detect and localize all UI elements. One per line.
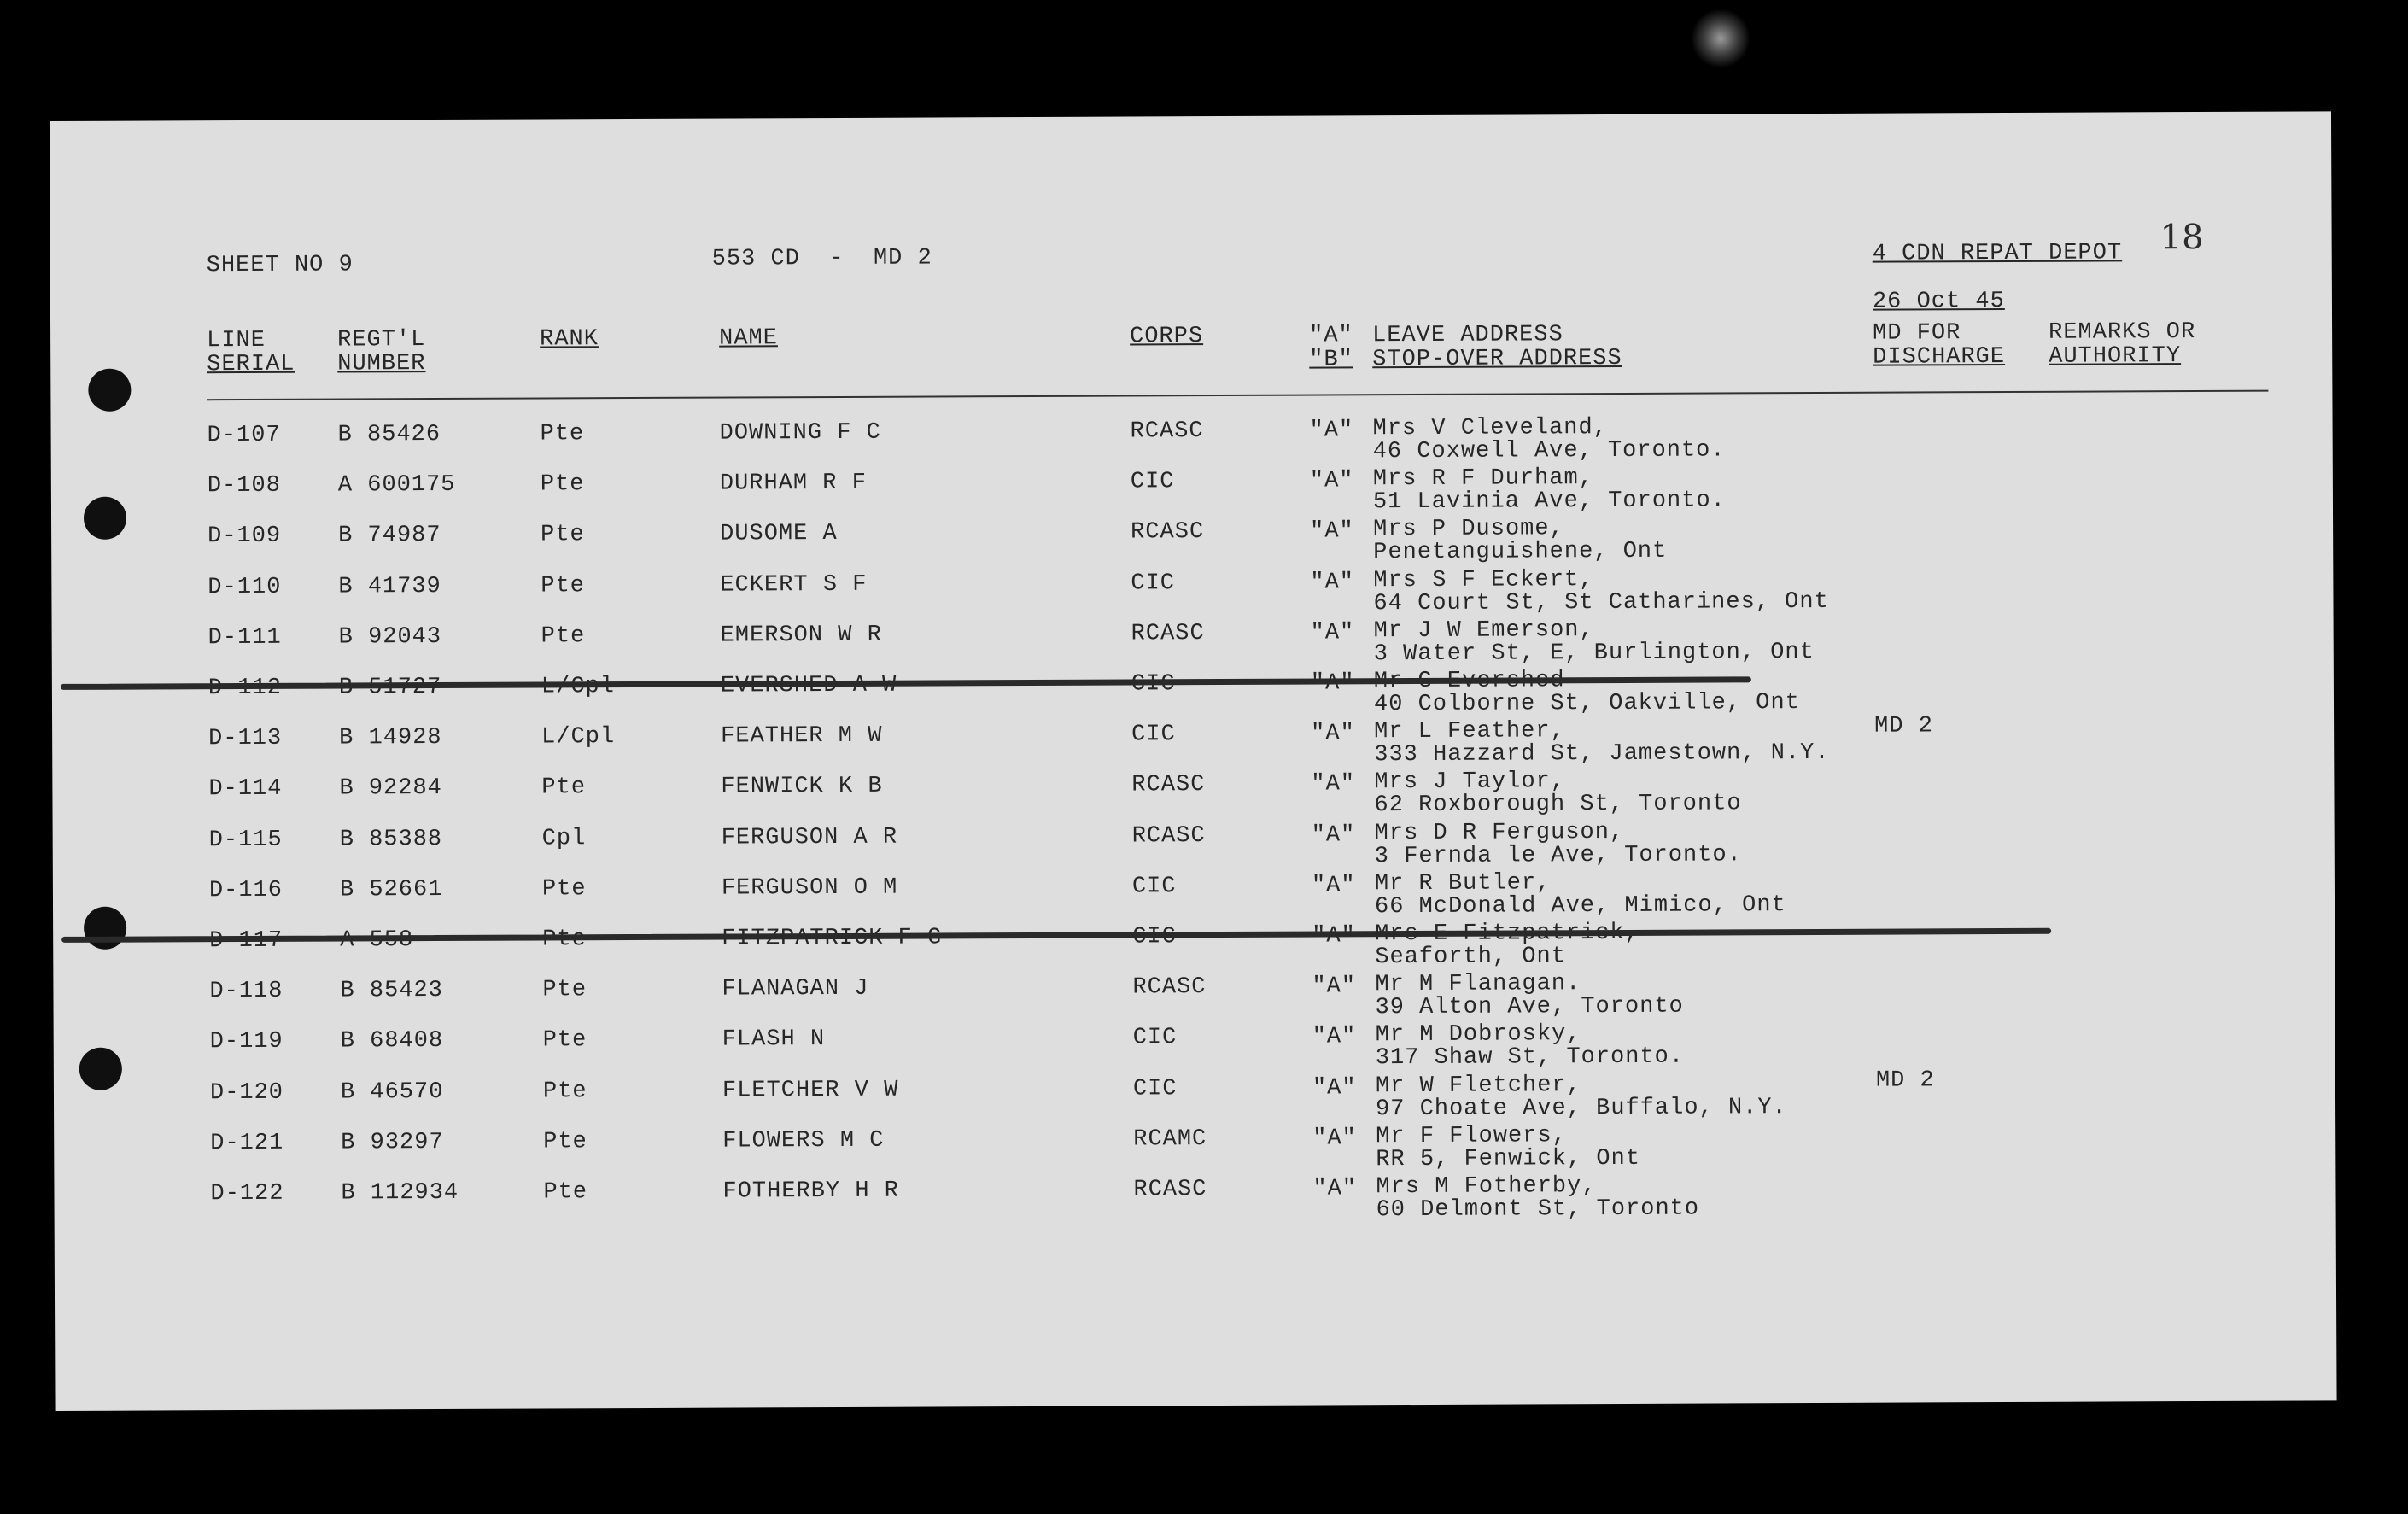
punch-hole xyxy=(84,497,126,540)
address-line-2: 39 Alton Ave, Toronto xyxy=(1375,993,1684,1021)
name-cell: DUSOME A xyxy=(720,521,838,547)
address-line-1: Mrs S F Eckert, xyxy=(1373,566,1594,593)
regtl-number-cell: B 92043 xyxy=(338,623,442,651)
rank-cell: Pte xyxy=(541,572,586,599)
rank-cell: Pte xyxy=(540,471,585,498)
sheet-number: SHEET NO 9 xyxy=(206,252,354,279)
address-code-cell: "A" xyxy=(1310,620,1355,646)
name-cell: FERGUSON O M xyxy=(721,874,898,902)
address-line-2: 66 McDonald Ave, Mimico, Ont xyxy=(1374,891,1786,921)
col-header-regtl-number: NUMBER xyxy=(337,351,426,377)
name-cell: FLOWERS M C xyxy=(722,1127,885,1154)
col-header-address-codes: "B" xyxy=(1309,347,1353,373)
name-cell: FERGUSON A R xyxy=(721,824,898,851)
corps-cell: RCASC xyxy=(1131,772,1206,798)
regtl-number-cell: B 93297 xyxy=(341,1129,444,1156)
line-serial-cell: D-111 xyxy=(207,624,282,651)
name-cell: FENWICK K B xyxy=(721,774,883,800)
col-header-remarks: AUTHORITY xyxy=(2049,343,2182,370)
line-serial-cell: D-113 xyxy=(208,726,283,752)
unit-reference: 553 CD - MD 2 xyxy=(711,245,932,272)
rank-cell: Pte xyxy=(543,1129,587,1155)
name-cell: FOTHERBY H R xyxy=(722,1178,899,1205)
line-serial-cell: D-121 xyxy=(210,1130,284,1156)
col-header-regtl-number: REGT'L xyxy=(337,327,426,354)
address-code-cell: "A" xyxy=(1309,468,1354,494)
name-cell: FLASH N xyxy=(722,1026,826,1053)
md-for-discharge-cell: MD 2 xyxy=(1875,1067,1935,1094)
rank-cell: Pte xyxy=(541,522,585,548)
address-code-cell: "A" xyxy=(1311,721,1355,747)
punch-hole xyxy=(79,1048,122,1090)
address-line-1: Mr W Fletcher, xyxy=(1375,1072,1581,1099)
regtl-number-cell: B 41739 xyxy=(338,573,441,600)
col-header-corps: CORPS xyxy=(1130,324,1204,350)
address-code-cell: "A" xyxy=(1309,418,1354,444)
corps-cell: CIC xyxy=(1132,1075,1178,1102)
regtl-number-cell: B 85426 xyxy=(337,422,441,448)
corps-cell: RCASC xyxy=(1132,974,1207,1001)
punch-hole xyxy=(88,369,131,412)
col-header-line-serial: LINE xyxy=(207,327,266,354)
corps-cell: CIC xyxy=(1132,1025,1178,1051)
regtl-number-cell: B 52661 xyxy=(339,876,443,903)
address-code-cell: "A" xyxy=(1310,518,1354,545)
rank-cell: Pte xyxy=(541,876,587,903)
corps-cell: CIC xyxy=(1131,570,1176,597)
rank-cell: Pte xyxy=(543,1179,588,1206)
address-line-1: Mr F Flowers, xyxy=(1376,1123,1567,1150)
address-code-cell: "A" xyxy=(1311,873,1356,899)
name-cell: EMERSON W R xyxy=(720,622,882,649)
name-cell: DOWNING F C xyxy=(719,419,881,447)
address-line-2: 60 Delmont St, Toronto xyxy=(1376,1195,1700,1224)
address-line-1: Mr R Butler, xyxy=(1374,870,1552,897)
address-line-2: 333 Hazzard St, Jamestown, N.Y. xyxy=(1374,740,1830,769)
address-line-2: 3 Water St, E, Burlington, Ont xyxy=(1373,639,1815,668)
address-code-cell: "A" xyxy=(1310,569,1355,596)
line-serial-cell: D-119 xyxy=(209,1029,283,1055)
line-serial-cell: D-120 xyxy=(209,1079,284,1106)
address-line-1: Mr M Flanagan. xyxy=(1375,971,1581,998)
punch-hole xyxy=(84,907,126,950)
line-serial-cell: D-118 xyxy=(209,979,283,1005)
address-line-1: Mr L Feather, xyxy=(1374,718,1565,745)
name-cell: FEATHER M W xyxy=(721,722,883,750)
corps-cell: RCASC xyxy=(1131,822,1206,850)
md-for-discharge-cell: MD 2 xyxy=(1874,713,1933,739)
address-code-cell: "A" xyxy=(1311,821,1356,849)
address-line-2: 3 Fernda le Ave, Toronto. xyxy=(1374,841,1742,869)
address-line-2: Penetanguishene, Ont xyxy=(1373,539,1668,566)
depot-name: 4 CDN REPAT DEPOT xyxy=(1872,240,2123,267)
address-line-2: 40 Colborne St, Oakville, Ont xyxy=(1373,690,1800,718)
line-serial-cell: D-107 xyxy=(207,422,281,449)
corps-cell: RCASC xyxy=(1131,620,1205,647)
address-line-2: 46 Coxwell Ave, Toronto. xyxy=(1372,437,1726,465)
rank-cell: L/Cpl xyxy=(541,724,616,751)
header-rule xyxy=(207,390,2268,401)
address-line-1: Mrs M Fotherby, xyxy=(1376,1173,1597,1201)
rank-cell: Cpl xyxy=(541,825,587,852)
name-cell: FLANAGAN J xyxy=(722,976,869,1003)
line-serial-cell: D-110 xyxy=(207,574,282,600)
regtl-number-cell: B 74987 xyxy=(338,523,441,549)
regtl-number-cell: A 600175 xyxy=(337,472,456,499)
regtl-number-cell: B 85423 xyxy=(340,978,443,1004)
address-line-1: Mr J W Emerson, xyxy=(1373,617,1594,645)
regtl-number-cell: B 85388 xyxy=(339,826,443,853)
address-line-2: Seaforth, Ont xyxy=(1375,944,1566,971)
line-serial-cell: D-109 xyxy=(207,523,282,550)
rank-cell: Pte xyxy=(540,421,585,447)
rank-cell: Pte xyxy=(541,775,587,801)
sheet-date: 26 Oct 45 xyxy=(1872,289,2005,315)
col-header-md-for-discharge: DISCHARGE xyxy=(1873,344,2006,371)
address-line-1: Mrs P Dusome, xyxy=(1373,516,1564,543)
col-header-address: STOP-OVER ADDRESS xyxy=(1372,345,1622,373)
regtl-number-cell: B 92284 xyxy=(339,775,442,802)
rank-cell: Pte xyxy=(541,623,586,650)
address-line-1: Mr M Dobrosky, xyxy=(1375,1021,1581,1049)
address-line-2: 62 Roxborough St, Toronto xyxy=(1374,791,1742,819)
col-header-address: LEAVE ADDRESS xyxy=(1372,322,1563,349)
address-line-1: Mrs V Cleveland, xyxy=(1372,415,1608,442)
line-serial-cell: D-114 xyxy=(208,776,283,803)
name-cell: DURHAM R F xyxy=(719,471,867,497)
col-header-md-for-discharge: MD FOR xyxy=(1873,320,1961,347)
address-line-2: 317 Shaw St, Toronto. xyxy=(1375,1044,1685,1072)
regtl-number-cell: B 112934 xyxy=(341,1179,459,1207)
name-cell: FLETCHER V W xyxy=(722,1077,899,1104)
address-code-cell: "A" xyxy=(1312,1125,1357,1152)
corps-cell: CIC xyxy=(1131,874,1177,900)
corps-cell: RCAMC xyxy=(1133,1125,1207,1153)
address-line-2: 64 Court St, St Catharines, Ont xyxy=(1373,588,1829,617)
address-line-2: 51 Lavinia Ave, Toronto. xyxy=(1372,488,1726,516)
handwritten-page-number: 18 xyxy=(2160,217,2204,258)
line-serial-cell: D-122 xyxy=(210,1180,284,1207)
address-line-2: RR 5, Fenwick, Ont xyxy=(1376,1145,1641,1173)
corps-cell: CIC xyxy=(1131,722,1176,748)
line-serial-cell: D-115 xyxy=(208,827,283,853)
regtl-number-cell: B 46570 xyxy=(340,1079,444,1106)
address-line-1: Mrs D R Ferguson, xyxy=(1374,819,1625,846)
address-code-cell: "A" xyxy=(1312,973,1357,1000)
line-serial-cell: D-108 xyxy=(207,473,281,500)
corps-cell: RCASC xyxy=(1133,1177,1207,1203)
light-flare xyxy=(1691,9,1750,68)
col-header-line-serial: SERIAL xyxy=(207,351,295,378)
address-line-1: Mrs R F Durham, xyxy=(1372,465,1593,493)
corps-cell: RCASC xyxy=(1131,519,1205,546)
address-code-cell: "A" xyxy=(1312,1074,1357,1102)
corps-cell: RCASC xyxy=(1130,418,1204,445)
line-serial-cell: D-116 xyxy=(208,877,283,903)
regtl-number-cell: B 14928 xyxy=(339,725,442,751)
corps-cell: CIC xyxy=(1130,469,1175,495)
address-code-cell: "A" xyxy=(1312,1176,1358,1202)
col-header-rank: RANK xyxy=(540,326,599,353)
document-sheet xyxy=(50,111,2337,1411)
address-line-2: 97 Choate Ave, Buffalo, N.Y. xyxy=(1375,1094,1787,1122)
rank-cell: Pte xyxy=(542,1078,587,1105)
name-cell: ECKERT S F xyxy=(720,571,868,599)
address-code-cell: "A" xyxy=(1312,1024,1357,1050)
rank-cell: Pte xyxy=(542,1027,587,1054)
col-header-remarks: REMARKS OR xyxy=(2049,319,2196,346)
address-line-1: Mrs J Taylor, xyxy=(1374,769,1566,796)
col-header-address-codes: "A" xyxy=(1309,323,1353,349)
col-header-name: NAME xyxy=(719,325,778,352)
regtl-number-cell: B 68408 xyxy=(340,1028,444,1055)
rank-cell: Pte xyxy=(542,977,587,1003)
address-code-cell: "A" xyxy=(1311,771,1356,798)
